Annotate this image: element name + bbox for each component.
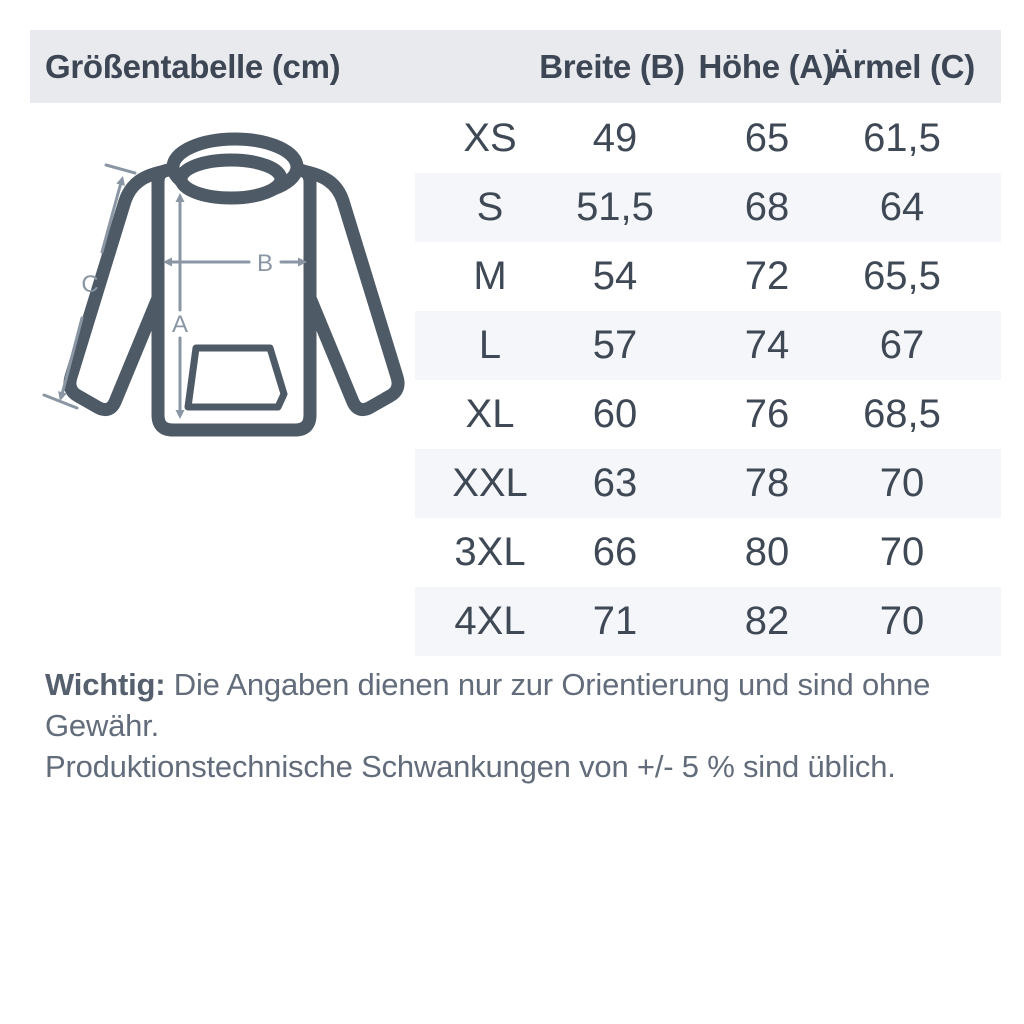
page-title: Größentabelle (cm) (45, 48, 341, 85)
column-header-breite: Breite (B) (539, 48, 685, 85)
hood-collar (181, 160, 281, 198)
breite-value: 66 (592, 530, 638, 574)
aermel-value: 65,5 (863, 254, 941, 298)
breite-value: 51,5 (576, 185, 654, 229)
table-row (415, 173, 1001, 242)
table-row (415, 587, 1001, 656)
measure-label-b: B (256, 250, 274, 277)
column-header-hoehe: Höhe (A) (698, 48, 834, 85)
arrowhead-c-top (116, 176, 125, 186)
hoehe-value: 74 (744, 323, 790, 367)
breite-value: 71 (592, 599, 638, 643)
aermel-value: 61,5 (863, 116, 941, 160)
breite-value: 63 (592, 461, 638, 505)
size-label: L (478, 323, 502, 367)
footer-note (45, 664, 985, 787)
hoehe-value: 80 (744, 530, 790, 574)
pocket (188, 348, 284, 407)
aermel-value: 70 (879, 530, 925, 574)
table-row (415, 449, 1001, 518)
table-body (415, 104, 1001, 656)
breite-value: 60 (592, 392, 638, 436)
footer-line1: Die Angaben dienen nur zur Orientierung und sind ohne Gewähr. (45, 667, 931, 743)
size-label: M (473, 254, 507, 298)
hoehe-value: 78 (744, 461, 790, 505)
aermel-value: 70 (879, 461, 925, 505)
aermel-value: 68,5 (863, 392, 941, 436)
size-label: XXL (452, 461, 528, 505)
size-label: 4XL (454, 599, 526, 643)
measure-label-a: A (171, 311, 189, 338)
table-row (415, 380, 1001, 449)
measure-label-c: C (81, 271, 99, 298)
table-header-band (30, 30, 1001, 103)
hoehe-value: 76 (744, 392, 790, 436)
table-row (415, 311, 1001, 380)
table-row (415, 518, 1001, 587)
breite-value: 54 (592, 254, 638, 298)
size-label: XS (463, 116, 517, 160)
hoodie-diagram (30, 120, 430, 460)
hoehe-value: 82 (744, 599, 790, 643)
table-row (415, 242, 1001, 311)
table-row (415, 104, 1001, 173)
aermel-value: 64 (879, 185, 925, 229)
breite-value: 49 (592, 116, 638, 160)
size-label: 3XL (454, 530, 526, 574)
footer-important-label: Wichtig: (45, 667, 166, 702)
hoehe-value: 72 (744, 254, 790, 298)
aermel-value: 70 (879, 599, 925, 643)
footer-line2: Produktionstechnische Schwankungen von +/- 5 % sind üblich. (45, 749, 896, 784)
breite-value: 57 (592, 323, 638, 367)
size-label: XL (465, 392, 515, 436)
aermel-value: 67 (879, 323, 925, 367)
size-label: S (476, 185, 504, 229)
hoehe-value: 65 (744, 116, 790, 160)
column-header-aermel: Ärmel (C) (829, 48, 975, 85)
hoehe-value: 68 (744, 185, 790, 229)
